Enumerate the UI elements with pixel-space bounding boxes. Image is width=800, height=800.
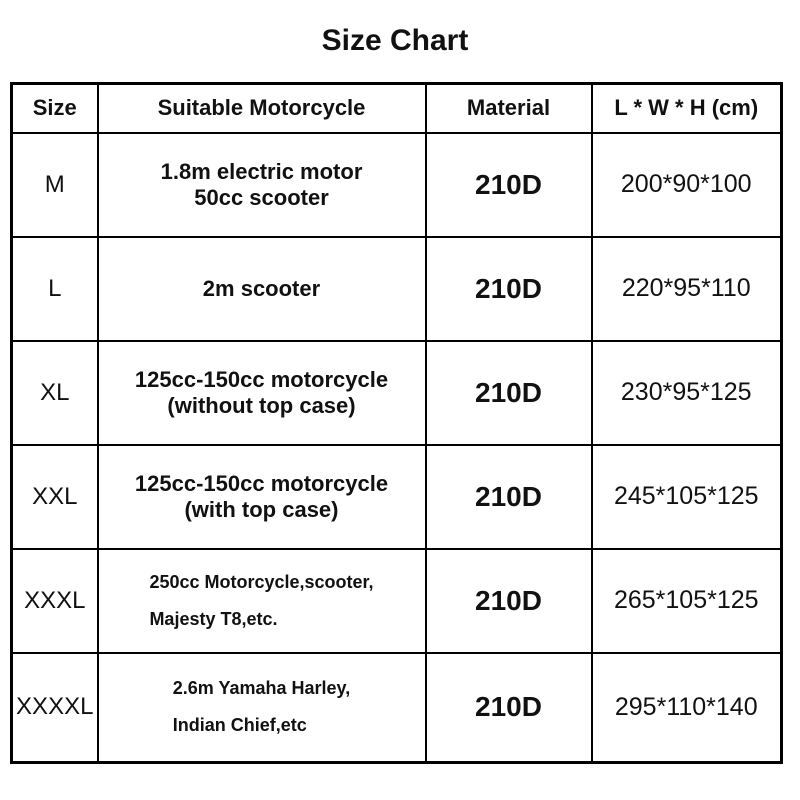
dimensions-cell: 295*110*140 bbox=[592, 653, 782, 763]
suitable-line: 250cc Motorcycle,scooter, bbox=[149, 571, 374, 592]
suitable-lines bbox=[99, 367, 425, 419]
table-body bbox=[12, 133, 782, 763]
size-chart-table bbox=[10, 82, 783, 764]
size-cell: M bbox=[12, 133, 98, 237]
table-row-xxxxl bbox=[12, 653, 782, 763]
suitable-lines bbox=[99, 159, 425, 211]
suitable-lines bbox=[99, 471, 425, 523]
material-cell: 210D bbox=[426, 341, 592, 445]
suitable-lines bbox=[173, 670, 350, 744]
suitable-line: 125cc-150cc motorcycle bbox=[134, 470, 389, 496]
page-title: Size Chart bbox=[321, 24, 469, 57]
size-cell: XXXXL bbox=[12, 653, 98, 763]
size-chart-page bbox=[10, 0, 780, 764]
suitable-line: Majesty T8,etc. bbox=[149, 608, 278, 629]
suitable-line: 2m scooter bbox=[202, 275, 321, 301]
table-row-xxl bbox=[12, 445, 782, 549]
header-row bbox=[12, 84, 782, 133]
table-header bbox=[12, 84, 782, 133]
dimensions-cell: 245*105*125 bbox=[592, 445, 782, 549]
material-cell: 210D bbox=[426, 549, 592, 653]
material-cell: 210D bbox=[426, 653, 592, 763]
header-material: Material bbox=[426, 84, 592, 133]
suitable-line: Indian Chief,etc bbox=[172, 715, 307, 736]
dimensions-cell: 230*95*125 bbox=[592, 341, 782, 445]
suitable-lines bbox=[149, 564, 373, 638]
table-row-l bbox=[12, 237, 782, 341]
suitable-line: 125cc-150cc motorcycle bbox=[134, 366, 389, 392]
dimensions-cell: 265*105*125 bbox=[592, 549, 782, 653]
suitable-lines bbox=[99, 276, 425, 302]
material-cell: 210D bbox=[426, 445, 592, 549]
table-row-m bbox=[12, 133, 782, 237]
suitable-cell bbox=[98, 341, 426, 445]
dimensions-cell: 220*95*110 bbox=[592, 237, 782, 341]
suitable-line: 50cc scooter bbox=[194, 184, 329, 210]
size-cell: XL bbox=[12, 341, 98, 445]
header-suitable-motorcycle: Suitable Motorcycle bbox=[98, 84, 426, 133]
table-row-xl bbox=[12, 341, 782, 445]
header-size: Size bbox=[12, 84, 98, 133]
header-dimensions: L * W * H (cm) bbox=[592, 84, 782, 133]
suitable-line: 2.6m Yamaha Harley, bbox=[172, 678, 351, 699]
suitable-cell bbox=[98, 237, 426, 341]
suitable-cell bbox=[98, 133, 426, 237]
material-cell: 210D bbox=[426, 237, 592, 341]
size-cell: XXL bbox=[12, 445, 98, 549]
suitable-cell bbox=[98, 653, 426, 763]
suitable-line: (with top case) bbox=[184, 496, 339, 522]
material-cell: 210D bbox=[426, 133, 592, 237]
suitable-line: (without top case) bbox=[167, 392, 356, 418]
size-cell: XXXL bbox=[12, 549, 98, 653]
table-row-xxxl bbox=[12, 549, 782, 653]
suitable-line: 1.8m electric motor bbox=[160, 158, 363, 184]
size-cell: L bbox=[12, 237, 98, 341]
suitable-cell bbox=[98, 549, 426, 653]
dimensions-cell: 200*90*100 bbox=[592, 133, 782, 237]
suitable-cell bbox=[98, 445, 426, 549]
